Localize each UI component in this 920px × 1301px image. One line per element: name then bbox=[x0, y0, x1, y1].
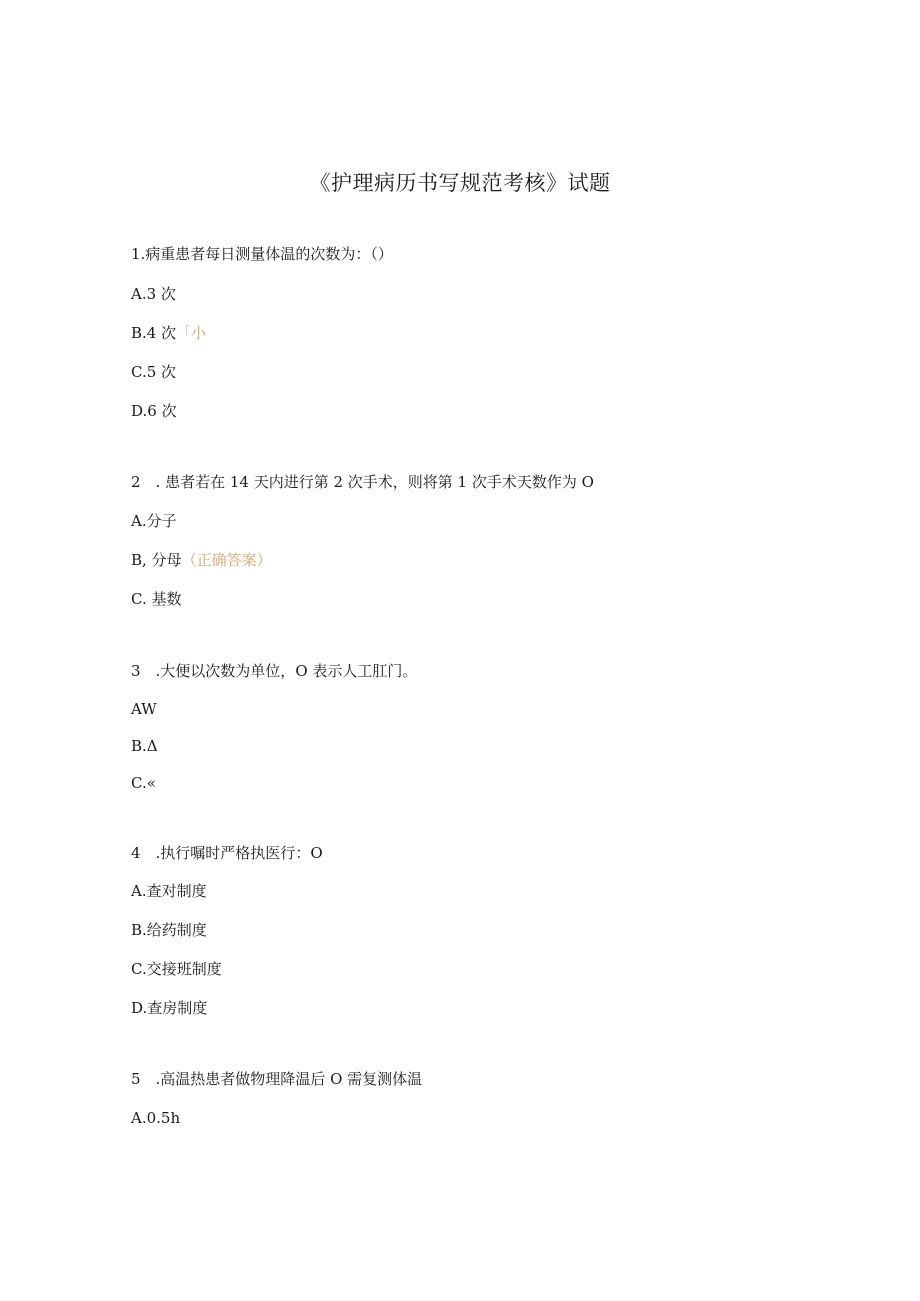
question-5-stem: 5 .高温热患者做物理降温后 O 需复测体温 bbox=[131, 1070, 423, 1088]
question-4-stem: 4 .执行嘱时严格执医行：O bbox=[131, 844, 323, 862]
option-text: B.4 次 bbox=[131, 324, 177, 342]
question-1-option-a bbox=[131, 283, 176, 305]
option-text: D.6 次 bbox=[131, 402, 177, 420]
question-2-stem: 2 . 患者若在 14 天内进行第 2 次手术，则将第 1 次手术天数作为 O bbox=[131, 473, 594, 491]
question-3-option-a bbox=[131, 698, 157, 720]
question-2-option-a bbox=[131, 510, 177, 532]
option-text: B.Δ bbox=[131, 737, 158, 755]
option-text: C. 基数 bbox=[131, 590, 182, 608]
option-text: D.查房制度 bbox=[131, 999, 208, 1017]
question-3-stem: 3 .大便以次数为单位，O 表示人工肛门。 bbox=[131, 662, 418, 680]
option-text: B, 分母 bbox=[131, 551, 182, 569]
question-4-option-c bbox=[131, 958, 222, 980]
correct-answer-mark: （正确答案） bbox=[181, 551, 272, 569]
question-2-option-b bbox=[131, 549, 272, 571]
question-3-option-c bbox=[131, 772, 156, 794]
option-text: B.给药制度 bbox=[131, 921, 207, 939]
option-text: A.0.5h bbox=[131, 1109, 181, 1127]
question-3-option-b bbox=[131, 735, 158, 757]
question-4-option-d bbox=[131, 997, 207, 1019]
option-text: A.分子 bbox=[131, 512, 177, 530]
option-text: A.3 次 bbox=[131, 285, 176, 303]
question-1-option-c bbox=[131, 361, 176, 383]
option-text: AW bbox=[131, 700, 157, 718]
question-1-option-b bbox=[131, 322, 206, 344]
question-4-option-b bbox=[131, 919, 207, 941]
question-5-option-a bbox=[131, 1107, 180, 1129]
option-text: C.5 次 bbox=[131, 363, 177, 381]
question-1-stem: 1.病重患者每日测量体温的次数为：（） bbox=[131, 245, 393, 263]
question-4-option-a bbox=[131, 880, 207, 902]
page-title: 《护理病历书写规范考核》试题 bbox=[309, 171, 611, 195]
option-text: C.« bbox=[131, 774, 156, 792]
answer-mark: 「小 bbox=[176, 324, 207, 342]
question-2-option-c bbox=[131, 588, 181, 610]
option-text: C.交接班制度 bbox=[131, 960, 222, 978]
option-text: A.查对制度 bbox=[131, 882, 207, 900]
question-1-option-d bbox=[131, 400, 177, 422]
